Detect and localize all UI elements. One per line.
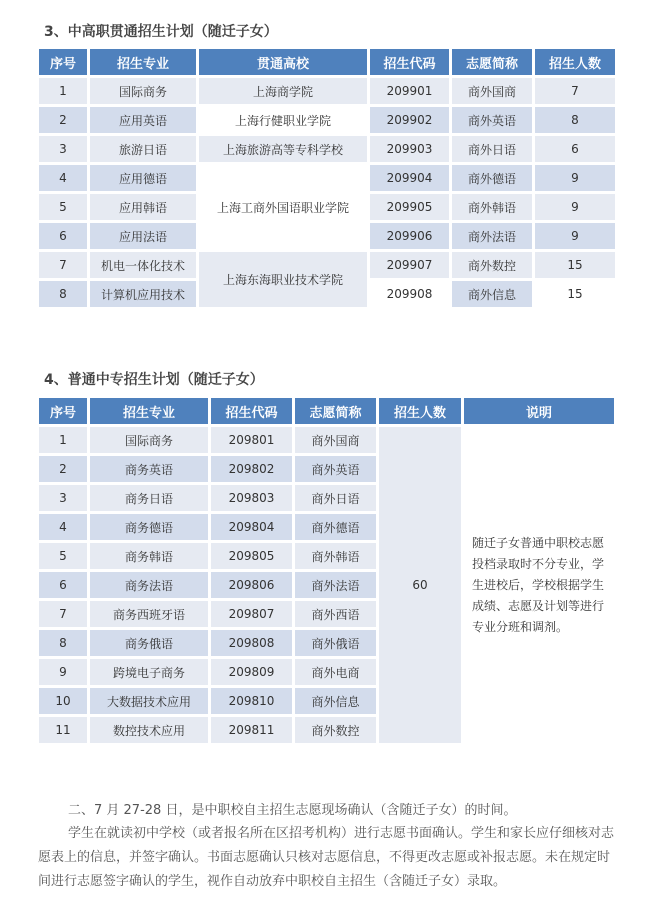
cell-short: 商外数控 [452,252,532,278]
cell-code: 209802 [211,456,292,482]
cell-short: 商外电商 [295,659,376,685]
cell-code: 209905 [370,194,449,220]
cell-no: 1 [39,427,87,453]
cell-no: 7 [39,252,87,278]
cell-major: 商务韩语 [90,543,208,569]
cell-no: 11 [39,717,87,743]
cell-code: 209806 [211,572,292,598]
cell-short: 商外国商 [295,427,376,453]
col-header-short: 志愿简称 [295,398,376,424]
cell-no: 3 [39,485,87,511]
table-row [39,165,615,191]
cell-count: 8 [535,107,615,133]
cell-major: 应用法语 [90,223,196,249]
cell-code: 209904 [370,165,449,191]
cell-major: 旅游日语 [90,136,196,162]
cell-code: 209902 [370,107,449,133]
cell-school: 上海旅游高等专科学校 [199,136,367,162]
cell-code: 209801 [211,427,292,453]
col-header-code: 招生代码 [370,49,449,75]
cell-major: 商务日语 [90,485,208,511]
cell-no: 2 [39,107,87,133]
cell-short: 商外数控 [295,717,376,743]
cell-school: 上海工商外国语职业学院 [199,165,367,249]
paragraph-confirm-instructions: 学生在就读初中学校（或者报名所在区招考机构）进行志愿书面确认。学生和家长应仔细核对志愿表上的信息，并签字确认。书面志愿确认只核对志愿信息，不得更改志愿或补报志愿。未在规定时间进行志愿签字确认的学生，视作自动放弃中职校自主招生（含随迁子女）录取。 [38,826,615,889]
cell-short: 商外英语 [295,456,376,482]
cell-school: 上海东海职业技术学院 [199,252,367,307]
cell-short: 商外英语 [452,107,532,133]
cell-count: 9 [535,223,615,249]
cell-major: 应用英语 [90,107,196,133]
section3-title: 3、中高职贯通招生计划（随迁子女） [44,24,278,40]
cell-major: 数控技术应用 [90,717,208,743]
col-header-count: 招生人数 [379,398,461,424]
cell-code: 209810 [211,688,292,714]
cell-school: 上海行健职业学院 [199,107,367,133]
col-header-major: 招生专业 [90,49,196,75]
cell-code: 209805 [211,543,292,569]
cell-code: 209906 [370,223,449,249]
cell-total-count: 60 [379,427,461,743]
cell-count: 9 [535,165,615,191]
col-header-school: 贯通高校 [199,49,367,75]
cell-code: 209804 [211,514,292,540]
table-row [39,136,615,162]
cell-major: 国际商务 [90,427,208,453]
paragraph-confirm-date: 二、7 月 27-28 日，是中职校自主招生志愿现场确认（含随迁子女）的时间。 [68,803,517,818]
col-header-code: 招生代码 [211,398,292,424]
cell-code: 209808 [211,630,292,656]
cell-short: 商外德语 [452,165,532,191]
cell-count: 15 [535,281,615,307]
cell-count: 6 [535,136,615,162]
table-header-row [39,398,614,424]
table-gaozhi [36,46,618,310]
cell-no: 7 [39,601,87,627]
cell-no: 6 [39,572,87,598]
cell-code: 209811 [211,717,292,743]
section4-title: 4、普通中专招生计划（随迁子女） [44,372,264,388]
col-header-no: 序号 [39,49,87,75]
cell-short: 商外信息 [452,281,532,307]
cell-short: 商外法语 [295,572,376,598]
cell-major: 商务英语 [90,456,208,482]
cell-major: 商务法语 [90,572,208,598]
cell-major: 应用韩语 [90,194,196,220]
cell-no: 4 [39,165,87,191]
col-header-count: 招生人数 [535,49,615,75]
cell-code: 209809 [211,659,292,685]
cell-major: 商务俄语 [90,630,208,656]
cell-code: 209903 [370,136,449,162]
table-row [39,252,615,278]
cell-no: 8 [39,630,87,656]
cell-no: 5 [39,194,87,220]
cell-short: 商外日语 [452,136,532,162]
cell-no: 1 [39,78,87,104]
cell-short: 商外法语 [452,223,532,249]
table-row [39,427,614,453]
table-row [39,78,615,104]
cell-no: 5 [39,543,87,569]
cell-no: 9 [39,659,87,685]
table-header-row [39,49,615,75]
cell-major: 商务西班牙语 [90,601,208,627]
cell-count: 7 [535,78,615,104]
cell-no: 8 [39,281,87,307]
col-header-no: 序号 [39,398,87,424]
cell-school: 上海商学院 [199,78,367,104]
cell-short: 商外德语 [295,514,376,540]
cell-code: 209803 [211,485,292,511]
cell-no: 4 [39,514,87,540]
table-row [39,107,615,133]
cell-no: 10 [39,688,87,714]
cell-major: 跨境电子商务 [90,659,208,685]
cell-major: 机电一体化技术 [90,252,196,278]
cell-short: 商外日语 [295,485,376,511]
cell-code: 209907 [370,252,449,278]
cell-short: 商外国商 [452,78,532,104]
cell-code: 209908 [370,281,449,307]
cell-count: 15 [535,252,615,278]
col-header-major: 招生专业 [90,398,208,424]
cell-major: 商务德语 [90,514,208,540]
cell-major: 计算机应用技术 [90,281,196,307]
cell-major: 国际商务 [90,78,196,104]
cell-no: 2 [39,456,87,482]
cell-short: 商外西语 [295,601,376,627]
cell-major: 大数据技术应用 [90,688,208,714]
col-header-short: 志愿简称 [452,49,532,75]
cell-short: 商外韩语 [295,543,376,569]
cell-count: 9 [535,194,615,220]
table-zhongzhuan [36,395,617,746]
cell-major: 应用德语 [90,165,196,191]
cell-code: 209807 [211,601,292,627]
cell-note: 随迁子女普通中职校志愿投档录取时不分专业，学生进校后，学校根据学生成绩、志愿及计划等进行专业分班和调剂。 [464,427,614,743]
cell-no: 6 [39,223,87,249]
col-header-note: 说明 [464,398,614,424]
cell-no: 3 [39,136,87,162]
cell-short: 商外韩语 [452,194,532,220]
cell-short: 商外俄语 [295,630,376,656]
cell-short: 商外信息 [295,688,376,714]
cell-code: 209901 [370,78,449,104]
